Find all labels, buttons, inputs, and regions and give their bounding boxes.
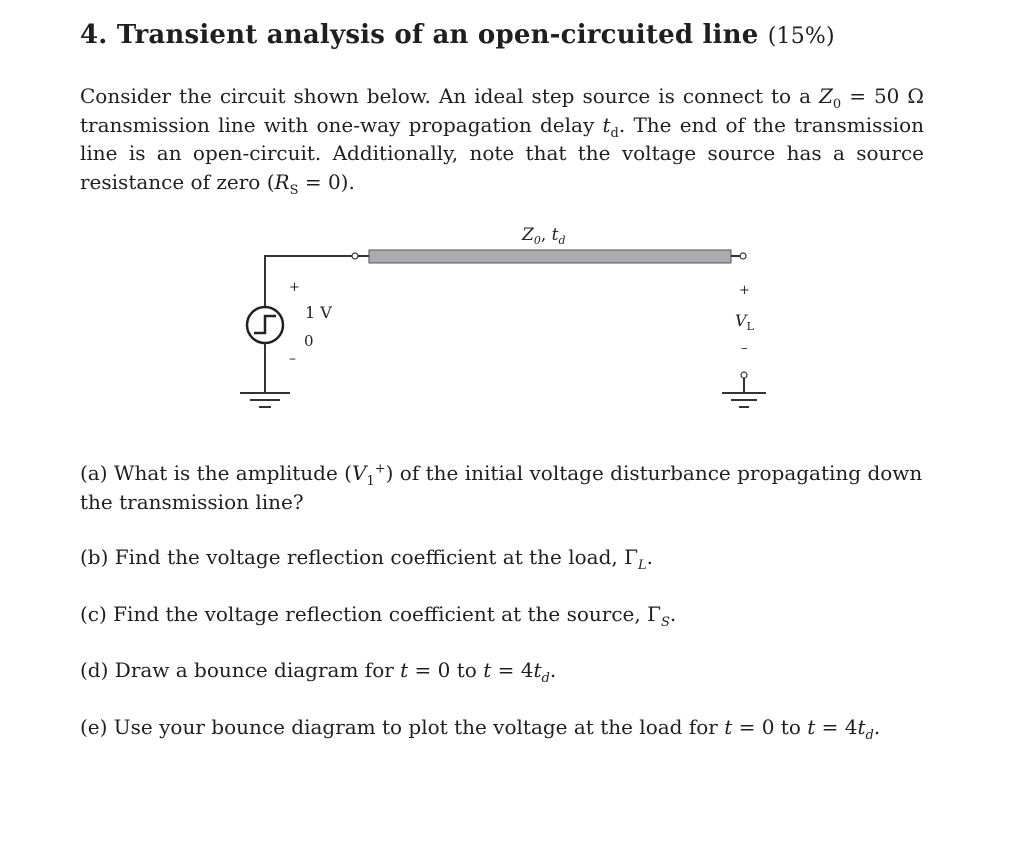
- z0-symbol: Z: [819, 84, 833, 108]
- question-d-end: .: [549, 658, 557, 682]
- rs-symbol: R: [274, 169, 290, 194]
- v1-superscript: +: [374, 461, 386, 477]
- question-c-label: (c): [80, 602, 107, 626]
- load-minus-sign: –: [741, 341, 748, 356]
- question-a-text-1: What is the amplitude (: [107, 461, 352, 485]
- source-high-level: 1 V: [305, 303, 332, 322]
- source-ground-icon: [240, 393, 290, 407]
- question-a: [80, 459, 940, 516]
- question-c-text-2: .: [669, 602, 677, 626]
- question-d-eq2: = 4: [491, 658, 534, 682]
- question-b-text-1: Find the voltage reflection coefficient at the load,: [108, 545, 625, 569]
- transmission-line: [369, 250, 731, 263]
- question-a-label: (a): [80, 461, 108, 485]
- gamma-l-symbol: Γ: [624, 545, 638, 569]
- question-d-t3-subscript: d: [541, 671, 550, 686]
- question-e-end: .: [873, 715, 881, 739]
- circuit-diagram: [230, 215, 790, 425]
- question-e-t1: t: [724, 715, 733, 739]
- question-e-eq1: = 0 to: [732, 715, 808, 739]
- problem-weight: (15%): [767, 24, 835, 49]
- intro-text-2: Ω transmission line with one-way propagation delay: [80, 84, 925, 137]
- problem-heading: [80, 20, 835, 50]
- question-d-label: (d): [80, 658, 109, 682]
- question-b: [80, 543, 940, 572]
- rs-subscript: S: [289, 182, 299, 198]
- question-d-t2: t: [483, 658, 492, 682]
- gamma-s-symbol: Γ: [647, 602, 661, 626]
- question-a-text-2: ) of the initial voltage disturbance propagating down the transmission line?: [80, 461, 923, 514]
- question-e-eq2: = 4: [815, 715, 858, 739]
- load-ground-icon: [722, 393, 766, 407]
- question-c: [80, 600, 940, 629]
- problem-number: 4.: [80, 20, 108, 50]
- question-b-text-2: .: [646, 545, 653, 569]
- question-e-t3: t: [857, 715, 866, 739]
- problem-title: Transient analysis of an open-circuited line: [116, 20, 759, 50]
- load-voltage-label: $V_L$: [735, 311, 754, 333]
- td-subscript: d: [610, 125, 619, 141]
- question-e-t3-subscript: d: [865, 728, 874, 743]
- source-plus-sign: +: [289, 280, 300, 295]
- question-d-t3: t: [533, 658, 542, 682]
- question-d-t1: t: [400, 658, 409, 682]
- z0-subscript: 0: [832, 97, 842, 112]
- intro-text-1: Consider the circuit shown below. An ideal step source is connect to a: [80, 84, 820, 108]
- question-e-text-1: Use your bounce diagram to plot the voltage at the load for: [107, 715, 725, 739]
- source-low-level: 0: [304, 332, 314, 350]
- intro-paragraph: [80, 82, 924, 196]
- right-terminal: [740, 253, 746, 259]
- question-e: [80, 713, 940, 742]
- question-e-t2: t: [807, 715, 816, 739]
- rs-value: = 0).: [298, 169, 355, 194]
- load-plus-sign: +: [739, 283, 750, 298]
- gamma-l-subscript: L: [637, 558, 647, 573]
- line-label: $Z_0$, $t_d$: [522, 225, 566, 247]
- intro-text-3: . The end of the transmission line is an open-circuit. Additionally, note that the voltage source has a source resistance of zero (: [80, 112, 924, 194]
- source-minus-sign: –: [289, 351, 296, 367]
- question-d: [80, 656, 940, 685]
- question-d-text-1: Draw a bounce diagram for: [108, 658, 401, 682]
- left-terminal: [352, 253, 358, 259]
- load-bottom-terminal: [741, 372, 747, 378]
- z0-value: = 50: [841, 84, 900, 108]
- question-b-label: (b): [80, 545, 109, 569]
- gamma-s-subscript: S: [661, 615, 670, 630]
- question-e-label: (e): [80, 715, 108, 739]
- v1-subscript: 1: [366, 474, 375, 489]
- source-top-wire: [265, 256, 352, 308]
- question-c-text-1: Find the voltage reflection coefficient at the source,: [106, 602, 648, 626]
- question-d-eq1: = 0 to: [408, 658, 484, 682]
- v1-symbol: V: [351, 461, 367, 485]
- td-symbol: t: [602, 112, 611, 137]
